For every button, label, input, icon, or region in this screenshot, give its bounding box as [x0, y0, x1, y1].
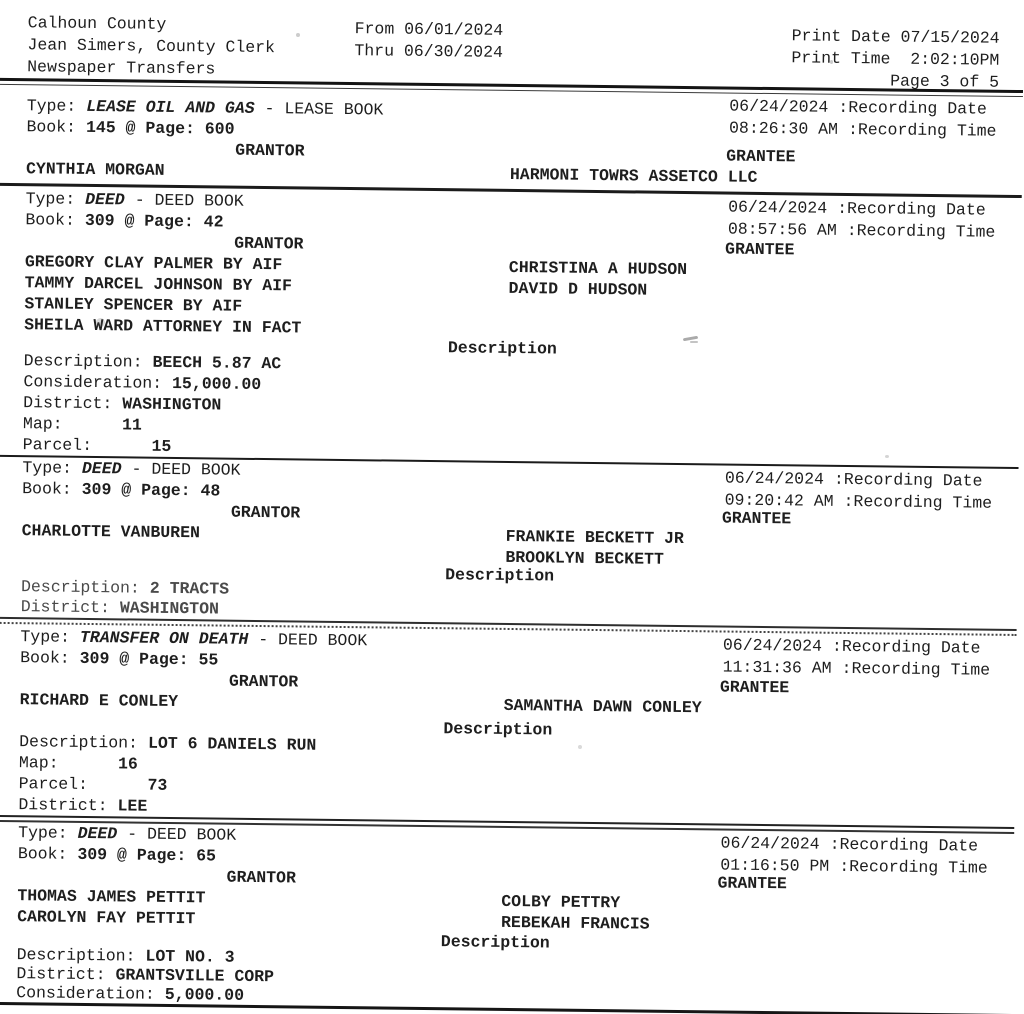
detail-label: Map:	[18, 753, 59, 773]
recording-date-label: :Recording Date	[838, 97, 987, 119]
recording-time-value: 08:26:30 AM	[728, 118, 839, 139]
detail-value: BEECH 5.87 AC	[152, 352, 282, 374]
book-page-value: 309 @ Page: 48	[81, 479, 221, 501]
grantor-list	[21, 520, 505, 568]
detail-label: Parcel:	[18, 774, 89, 794]
grantee-name: DAVID D HUDSON	[508, 278, 648, 300]
detail-label: Consideration:	[16, 983, 155, 1004]
transfer-type: DEED	[77, 823, 118, 844]
recording-time-label: :Recording Time	[846, 220, 996, 242]
grantee-name: REBEKAH FRANCIS	[500, 912, 650, 934]
grantor-name: TAMMY DARCEL JOHNSON BY AIF	[24, 273, 293, 296]
recording-date-line	[723, 635, 991, 660]
grantor-list	[24, 251, 509, 341]
grantee-list	[510, 164, 758, 188]
date-from: From 06/01/2024	[354, 19, 504, 40]
recording-date-label: :Recording Date	[837, 198, 986, 220]
detail-value: 5,000.00	[164, 984, 245, 1005]
transfer-type: LEASE OIL AND GAS	[86, 96, 255, 118]
detail-value: LEE	[117, 796, 148, 816]
page-number: Page 3 of 5	[890, 71, 1000, 92]
detail-label: Description:	[19, 732, 139, 753]
scan-artifact	[885, 455, 889, 458]
book-page-value: 309 @ Page: 55	[79, 648, 219, 670]
grantor-name: THOMAS JAMES PETTIT	[17, 886, 206, 908]
grantee-header: GRANTEE	[719, 677, 790, 698]
detail-label: District:	[16, 964, 106, 985]
recording-date-value: 06/24/2024	[728, 197, 828, 218]
detail-value: WASHINGTON	[122, 394, 222, 415]
recording-date-line	[729, 96, 997, 121]
grantee-list	[508, 257, 687, 343]
grantee-header: GRANTEE	[717, 873, 787, 894]
transfer-record	[0, 822, 1014, 1014]
transfer-type: DEED	[85, 189, 125, 210]
book-label: Book:	[22, 479, 72, 499]
grantee-name: BROOKLYN BECKETT	[505, 547, 664, 569]
grantee-list	[505, 526, 684, 570]
report-header	[0, 0, 1024, 90]
detail-label: Map:	[22, 414, 63, 434]
print-info-block	[791, 25, 1000, 93]
book-type: - DEED BOOK	[134, 190, 244, 211]
grantor-name: STANLEY SPENCER BY AIF	[24, 294, 243, 316]
clerk-name: Jean Simers, County Clerk	[27, 35, 276, 58]
detail-value: 73	[97, 775, 168, 795]
recording-time-line	[729, 117, 997, 142]
recording-info	[728, 197, 996, 243]
transfer-type: TRANSFER ON DEATH	[79, 627, 249, 649]
date-thru: Thru 06/30/2024	[354, 41, 504, 62]
scan-artifact	[690, 341, 698, 343]
detail-label: District:	[20, 597, 111, 618]
book-page-value: 309 @ Page: 42	[84, 210, 224, 232]
book-label: Book:	[20, 648, 70, 668]
recording-time-label: :Recording Time	[847, 119, 997, 141]
recording-date-value: 06/24/2024	[720, 833, 820, 854]
detail-label: Description:	[23, 351, 143, 372]
description-header: Description	[445, 565, 555, 586]
date-range-block	[354, 18, 503, 64]
print-date: Print Date 07/15/2024	[791, 26, 1000, 48]
recording-info	[729, 96, 997, 142]
grantor-list	[17, 885, 501, 933]
book-type: - DEED BOOK	[127, 824, 237, 845]
detail-value: LOT NO. 3	[145, 946, 235, 967]
scan-artifact	[578, 745, 582, 749]
grantor-name: RICHARD E CONLEY	[19, 690, 179, 712]
recording-time-label: :Recording Time	[843, 491, 993, 513]
recording-date-line	[725, 468, 993, 493]
detail-label: Consideration:	[23, 372, 163, 393]
transfer-record	[0, 186, 1022, 467]
transfer-type: DEED	[81, 458, 122, 479]
scan-artifact	[830, 60, 833, 64]
recording-info	[720, 832, 988, 878]
type-label: Type:	[25, 189, 76, 209]
detail-value: WASHINGTON	[119, 598, 220, 619]
book-page-value: 145 @ Page: 600	[85, 117, 235, 139]
grantee-name: COLBY PETTRY	[501, 891, 621, 913]
grantee-name: SAMANTHA DAWN CONLEY	[503, 695, 702, 718]
grantee-name: FRANKIE BECKETT JR	[505, 526, 685, 549]
recording-date-value: 06/24/2024	[724, 468, 825, 489]
grantee-name: HARMONI TOWRS ASSETCO LLC	[509, 164, 758, 187]
book-type: - DEED BOOK	[258, 629, 368, 651]
recording-date-value: 06/24/2024	[729, 96, 829, 117]
detail-value: LOT 6 DANIELS RUN	[147, 733, 317, 755]
grantor-name: CAROLYN FAY PETTIT	[17, 907, 196, 929]
detail-value: 15,000.00	[171, 373, 262, 395]
grantor-name: CYNTHIA MORGAN	[25, 159, 165, 180]
grantee-header: GRANTEE	[726, 146, 796, 167]
book-type: - DEED BOOK	[131, 459, 241, 480]
description-header: Description	[440, 932, 550, 953]
county-name: Calhoun County	[27, 13, 167, 34]
recording-time-value: 11:31:36 AM	[722, 657, 832, 678]
recording-time-value: 08:57:56 AM	[727, 219, 837, 240]
recording-time-label: :Recording Time	[841, 658, 991, 680]
grantor-header: GRANTOR	[226, 867, 297, 888]
recording-date-line	[720, 832, 988, 857]
book-label: Book:	[17, 844, 68, 864]
book-page-value: 309 @ Page: 65	[77, 844, 217, 866]
recording-info	[725, 468, 993, 514]
detail-label: District:	[18, 795, 108, 816]
grantee-header: GRANTEE	[721, 508, 792, 529]
detail-label: District:	[23, 393, 113, 414]
recording-date-label: :Recording Date	[833, 469, 983, 491]
report-title: Newspaper Transfers	[27, 57, 216, 79]
recording-date-label: :Recording Date	[831, 636, 981, 658]
type-label: Type:	[26, 96, 77, 116]
scan-artifact	[296, 33, 300, 37]
grantor-header: GRANTOR	[234, 233, 304, 254]
grantor-header: GRANTOR	[235, 140, 305, 161]
grantor-header: GRANTOR	[230, 502, 301, 523]
type-label: Type:	[18, 823, 68, 843]
detail-label: Parcel:	[22, 435, 93, 456]
recording-time-value: 09:20:42 AM	[724, 490, 834, 511]
grantor-name: CHARLOTTE VANBUREN	[21, 521, 201, 543]
grantor-name: SHEILA WARD ATTORNEY IN FACT	[24, 315, 302, 338]
detail-value: 16	[68, 753, 138, 774]
recording-info	[723, 635, 991, 681]
detail-value: 2 TRACTS	[149, 578, 230, 599]
scan-artifact	[96, 318, 105, 327]
transfer-record	[0, 624, 1017, 827]
description-header: Description	[447, 338, 557, 359]
print-time: Print Time 2:02:10PM	[791, 48, 1000, 70]
detail-label: Description:	[16, 945, 136, 966]
grantee-list	[501, 891, 650, 935]
book-label: Book:	[26, 117, 77, 137]
book-label: Book:	[25, 210, 76, 230]
recording-time-value: 01:16:50 PM	[720, 854, 830, 876]
recording-time-label: :Recording Time	[839, 856, 988, 878]
transfer-record	[0, 85, 1023, 195]
detail-value: 11	[72, 414, 142, 435]
recording-date-value: 06/24/2024	[722, 635, 823, 656]
grantor-header: GRANTOR	[228, 671, 299, 692]
grantee-header: GRANTEE	[724, 239, 795, 260]
recording-date-label: :Recording Date	[829, 834, 979, 856]
recording-date-line	[728, 197, 996, 222]
transfer-record	[0, 457, 1019, 629]
grantee-list	[504, 695, 702, 718]
detail-label: Description:	[20, 577, 140, 598]
grantor-name: GREGORY CLAY PALMER BY AIF	[24, 252, 283, 275]
type-label: Type:	[22, 458, 73, 478]
book-type: - LEASE BOOK	[264, 99, 384, 120]
description-header: Description	[443, 719, 553, 740]
grantee-name: CHRISTINA A HUDSON	[508, 257, 688, 280]
detail-value: 15	[101, 436, 172, 456]
detail-value: GRANTSVILLE CORP	[115, 965, 275, 987]
parties	[24, 251, 997, 347]
type-label: Type:	[20, 627, 71, 647]
